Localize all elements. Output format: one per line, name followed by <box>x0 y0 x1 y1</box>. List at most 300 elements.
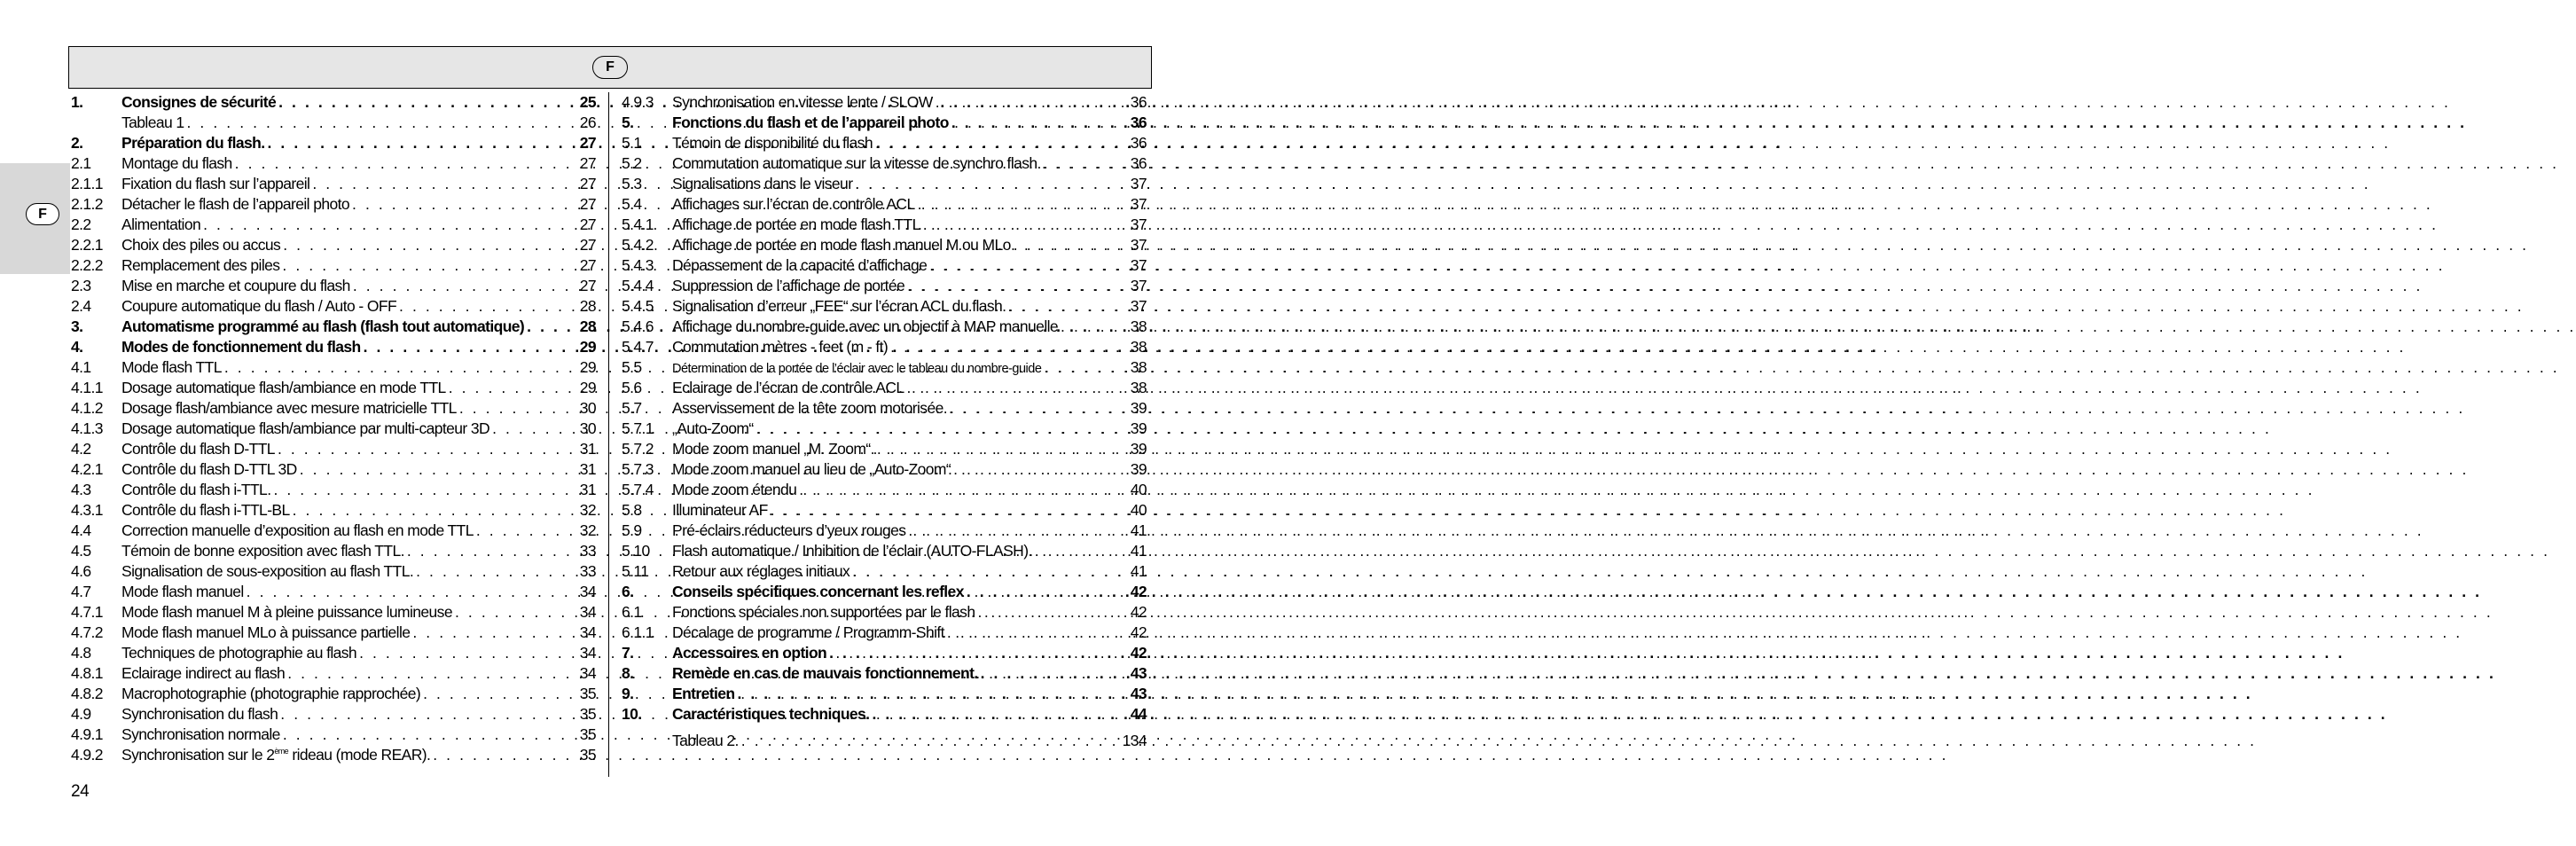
toc-entry-page: 36 <box>1130 134 1147 152</box>
toc-dot-leader <box>287 663 577 684</box>
toc-entry-number: 5.8 <box>622 501 642 519</box>
toc-dot-leader <box>908 521 1127 541</box>
toc-entry[interactable] <box>622 174 1147 194</box>
toc-entry-page: 37 <box>1130 236 1147 254</box>
toc-entry-page: 37 <box>1130 277 1147 294</box>
toc-entry-title: „Auto-Zoom“ <box>672 419 754 437</box>
toc-entry[interactable] <box>71 684 596 704</box>
toc-dot-leader <box>423 684 577 704</box>
toc-dot-leader <box>492 419 577 439</box>
toc-entry-page: 38 <box>1130 358 1147 376</box>
toc-dot-leader <box>267 133 576 153</box>
toc-entry[interactable] <box>71 704 596 725</box>
toc-entry-page: 39 <box>1130 460 1147 478</box>
toc-entry-number: 6. <box>622 583 634 600</box>
toc-dot-leader <box>312 174 576 194</box>
toc-entry-page: 36 <box>1130 154 1147 172</box>
toc-entry-title: Mode flash manuel M à pleine puissance lumineuse <box>121 603 452 621</box>
toc-dot-leader <box>235 153 577 174</box>
toc-dot-leader <box>353 276 577 296</box>
toc-entry-number: 4.9 <box>71 705 91 723</box>
toc-dot-leader <box>412 623 576 643</box>
toc-entry-number: 9. <box>622 685 634 702</box>
toc-entry-page: 36 <box>1130 93 1147 111</box>
toc-entry[interactable] <box>71 215 596 235</box>
toc-entry[interactable] <box>71 561 596 582</box>
toc-entry-number: 4.3.1 <box>71 501 103 519</box>
toc-entry-number: 2.1 <box>71 154 91 172</box>
toc-dot-leader <box>1035 541 1128 561</box>
toc-entry-number: 4.3 <box>71 481 91 498</box>
toc-dot-leader <box>1061 317 1128 337</box>
toc-dot-leader <box>929 255 1128 276</box>
toc-entry-page: 43 <box>1130 664 1147 682</box>
toc-dot-leader <box>1044 153 1128 174</box>
toc-entry[interactable] <box>622 357 1147 378</box>
toc-entry-number: 4.7.2 <box>71 623 103 641</box>
toc-entry[interactable] <box>622 521 1147 541</box>
toc-entry[interactable] <box>71 113 596 133</box>
toc-entry-number: 5.7.3 <box>622 460 654 478</box>
toc-dot-leader <box>455 602 577 623</box>
toc-entry[interactable] <box>71 276 596 296</box>
toc-entry-number: 5.6 <box>622 379 642 396</box>
toc-entry[interactable] <box>622 459 1147 480</box>
toc-entry-page: 27 <box>579 195 596 213</box>
toc-entry-number: 4.7.1 <box>71 603 103 621</box>
toc-entry-title: Conseils spécifiques concernant les reflex <box>672 583 964 600</box>
toc-dot-leader <box>278 439 577 459</box>
toc-entry-number: 2.2.2 <box>71 256 103 274</box>
toc-entry-title: Illuminateur AF <box>672 501 768 519</box>
toc-entry[interactable] <box>71 174 596 194</box>
toc-dot-leader <box>283 725 577 745</box>
toc-entry-title: Affichage de portée en mode flash TTL <box>672 215 920 233</box>
toc-entry-number: 2.1.2 <box>71 195 103 213</box>
toc-entry-title-part: Synchronisation sur le 2 <box>121 746 275 764</box>
toc-entry-title: Détacher le flash de l’appareil photo <box>121 195 350 213</box>
toc-entry-number: 5. <box>622 114 634 131</box>
toc-entry-title: Coupure automatique du flash / Auto - OFF <box>121 297 397 315</box>
toc-entry-page: 42 <box>1130 583 1147 600</box>
toc-dot-leader <box>293 500 577 521</box>
toc-entry-number: 5.4.2 <box>622 236 654 254</box>
toc-entry-number: 3. <box>71 317 83 335</box>
toc-entry-title: Dosage automatique flash/ambiance en mode TTL <box>121 379 446 396</box>
toc-dot-leader <box>459 398 577 419</box>
toc-entry-number: 5.7.2 <box>622 440 654 458</box>
toc-entry[interactable] <box>71 663 596 684</box>
toc-entry-page: 31 <box>579 440 596 458</box>
toc-entry-page: 40 <box>1130 501 1147 519</box>
toc-entry-title: Affichage de portée en mode flash manuel M ou MLo <box>672 236 1011 254</box>
toc-entry[interactable] <box>622 602 1147 623</box>
toc-entry-title: Contrôle du flash i-TTL. <box>121 481 271 498</box>
toc-entry[interactable] <box>622 419 1147 439</box>
toc-entry-number: 1. <box>71 93 83 111</box>
toc-entry-title: Asservissement de la tête zoom motorisée. <box>672 399 947 417</box>
toc-entry-title: Contrôle du flash i-TTL-BL <box>121 501 290 519</box>
toc-entry-page: 34 <box>579 583 596 600</box>
toc-entry[interactable] <box>71 419 596 439</box>
toc-entry[interactable] <box>71 235 596 255</box>
toc-entry[interactable] <box>71 296 596 317</box>
toc-dot-leader <box>953 459 1128 480</box>
toc-dot-leader <box>1044 357 1127 378</box>
toc-dot-leader <box>872 704 1127 725</box>
toc-entry-title: Dosage flash/ambiance avec mesure matricielle TTL <box>121 399 457 417</box>
toc-entry-title: Eclairage de l’écran de contrôle ACL <box>672 379 904 396</box>
toc-entry[interactable] <box>622 541 1147 561</box>
toc-entry-title: Eclairage indirect au flash <box>121 664 286 682</box>
toc-entry-title: Suppression de l’affichage de portée <box>672 277 905 294</box>
toc-entry-title: Affichages sur l’écran de contrôle ACL <box>672 195 915 213</box>
toc-entry-page: 27 <box>579 236 596 254</box>
toc-entry-title: Remplacement des piles <box>121 256 280 274</box>
toc-dot-leader <box>352 194 577 215</box>
toc-entry-title: Mode flash TTL <box>121 358 222 376</box>
toc-entry-title: Synchronisation normale <box>121 725 280 743</box>
toc-entry-title: Contrôle du flash D-TTL 3D <box>121 460 297 478</box>
toc-entry[interactable] <box>622 194 1147 215</box>
toc-entry[interactable] <box>622 255 1147 276</box>
toc-entry-page: 33 <box>579 562 596 580</box>
toc-entry-title: Tableau 1 <box>121 114 184 131</box>
toc-entry-title: Mode zoom étendu <box>672 481 797 498</box>
toc-entry[interactable] <box>71 337 596 357</box>
toc-entry[interactable] <box>71 92 596 113</box>
toc-entry-title: Fonctions du flash et de l’appareil photo <box>672 114 949 131</box>
toc-entry-title: Mode zoom manuel au lieu de „Auto-Zoom“ <box>672 460 951 478</box>
toc-entry-number: 4.4 <box>71 521 91 539</box>
toc-entry-title: Remède en cas de mauvais fonctionnement. <box>672 664 978 682</box>
toc-entry-title: Flash automatique / Inhibition de l’éclair (AUTO-FLASH). <box>672 542 1032 560</box>
toc-entry-number: 2. <box>71 134 83 152</box>
toc-entry-page: 34 <box>579 644 596 662</box>
toc-entry-number: 2.1.1 <box>71 175 103 192</box>
toc-right-column <box>622 92 1147 751</box>
toc-entry-number: 5.4.1 <box>622 215 654 233</box>
toc-entry-page: 41 <box>1130 542 1147 560</box>
toc-dot-leader <box>947 623 1128 643</box>
toc-entry[interactable] <box>622 704 1147 725</box>
toc-entry[interactable] <box>622 684 1147 704</box>
toc-entry-title: Affichage du nombre-guide avec un objectif à MAP manuelle <box>672 317 1059 335</box>
toc-entry[interactable] <box>71 582 596 602</box>
toc-entry[interactable] <box>71 643 596 663</box>
toc-entry-number: 4.6 <box>71 562 91 580</box>
toc-entry-title: Témoin de disponibilité du flash <box>672 134 873 152</box>
toc-dot-leader <box>1014 235 1128 255</box>
toc-entry-number: 5.4.3 <box>622 256 654 274</box>
toc-entry-page: 39 <box>1130 419 1147 437</box>
toc-dot-leader <box>399 296 577 317</box>
toc-entry-number: 2.3 <box>71 277 91 294</box>
toc-entry-page: 28 <box>579 297 596 315</box>
toc-entry-number: 4.1.2 <box>71 399 103 417</box>
toc-entry[interactable] <box>71 153 596 174</box>
toc-entry[interactable] <box>622 500 1147 521</box>
toc-entry[interactable] <box>622 663 1147 684</box>
toc-entry[interactable] <box>622 296 1147 317</box>
toc-entry[interactable] <box>622 153 1147 174</box>
toc-dot-leader <box>877 439 1128 459</box>
toc-entry-number: 4.1.1 <box>71 379 103 396</box>
toc-entry[interactable] <box>71 378 596 398</box>
toc-entry-number: 4.2 <box>71 440 91 458</box>
toc-entry[interactable] <box>71 398 596 419</box>
toc-entry-number: 2.4 <box>71 297 91 315</box>
toc-dot-leader <box>280 704 576 725</box>
toc-dot-leader <box>527 317 577 337</box>
toc-entry-page: 31 <box>579 460 596 478</box>
toc-entry[interactable] <box>71 500 596 521</box>
toc-entry-number: 4.9.2 <box>71 746 103 764</box>
toc-entry[interactable] <box>71 725 596 745</box>
toc-dot-leader <box>936 92 1128 113</box>
page-number: 24 <box>71 782 90 801</box>
toc-entry-page: 44 <box>1130 705 1147 723</box>
toc-entry[interactable] <box>71 194 596 215</box>
toc-dot-leader <box>907 378 1128 398</box>
toc-dot-leader <box>1008 296 1127 317</box>
toc-entry-page: 32 <box>579 501 596 519</box>
toc-entry[interactable] <box>71 459 596 480</box>
toc-entry-page: 42 <box>1130 644 1147 662</box>
toc-entry-page: 35 <box>579 705 596 723</box>
toc-entry-page: 27 <box>579 154 596 172</box>
toc-entry[interactable] <box>71 133 596 153</box>
toc-entry[interactable] <box>622 317 1147 337</box>
toc-left-column <box>71 92 596 765</box>
toc-dot-leader <box>273 480 576 500</box>
toc-entry-title: Signalisation d’erreur „FEE“ sur l’écran ACL du flash. <box>672 297 1006 315</box>
toc-dot-leader <box>449 378 577 398</box>
toc-entry-number: 5.10 <box>622 542 650 560</box>
toc-entry-page: 42 <box>1130 603 1147 621</box>
toc-entry-title: Mode zoom manuel „M. Zoom“. <box>672 440 874 458</box>
toc-entry-page: 27 <box>579 256 596 274</box>
toc-entry-page: 42 <box>1130 623 1147 641</box>
toc-entry-page: 32 <box>579 521 596 539</box>
toc-dot-leader <box>852 561 1128 582</box>
toc-entry[interactable] <box>71 745 596 765</box>
toc-entry-page: 34 <box>579 603 596 621</box>
toc-entry[interactable] <box>622 113 1147 133</box>
toc-entry[interactable] <box>622 337 1147 357</box>
toc-entry-page: 27 <box>579 215 596 233</box>
toc-entry-number: 4.1 <box>71 358 91 376</box>
toc-entry-page: 30 <box>579 419 596 437</box>
toc-entry-title: Mise en marche et coupure du flash <box>121 277 350 294</box>
toc-entry-page: 41 <box>1130 562 1147 580</box>
toc-entry[interactable] <box>622 623 1147 643</box>
toc-entry-number: 7. <box>622 644 634 662</box>
toc-entry-title: Fonctions spéciales non supportées par le flash <box>672 603 975 621</box>
toc-entry-number: 5.7 <box>622 399 642 417</box>
toc-entry[interactable] <box>622 561 1147 582</box>
toc-entry[interactable] <box>622 378 1147 398</box>
toc-entry-page: 27 <box>579 277 596 294</box>
toc-entry-title: Contrôle du flash D-TTL <box>121 440 275 458</box>
toc-entry-page: 34 <box>579 664 596 682</box>
toc-entry[interactable] <box>71 255 596 276</box>
toc-dot-leader <box>951 113 1128 133</box>
toc-entry[interactable] <box>71 439 596 459</box>
toc-entry[interactable] <box>622 731 1147 751</box>
toc-dot-leader <box>283 235 577 255</box>
toc-entry-number: 4.8.2 <box>71 685 103 702</box>
toc-entry-page: 37 <box>1130 297 1147 315</box>
toc-entry-title: Tableau 2. <box>672 732 739 749</box>
toc-entry-page: 33 <box>579 542 596 560</box>
toc-dot-leader <box>737 684 1127 704</box>
toc-entry-page: 27 <box>579 134 596 152</box>
toc-entry-page: 41 <box>1130 521 1147 539</box>
toc-entry[interactable] <box>622 643 1147 663</box>
toc-entry-page: 28 <box>579 317 596 335</box>
toc-entry-number: 5.1 <box>622 134 642 152</box>
toc-dot-leader <box>967 582 1128 602</box>
toc-entry-number: 4.9.3 <box>622 93 654 111</box>
toc-entry-number: 4.8 <box>71 644 91 662</box>
toc-entry[interactable] <box>622 133 1147 153</box>
toc-entry-title-superscript: ème <box>274 747 289 756</box>
toc-entry-number: 5.4.4 <box>622 277 654 294</box>
toc-dot-leader <box>950 398 1128 419</box>
toc-dot-leader <box>359 643 577 663</box>
toc-entry-title: Décalage de programme / Programm-Shift <box>672 623 944 641</box>
toc-entry-title: Choix des piles ou accus <box>121 236 281 254</box>
toc-entry-page: 29 <box>579 358 596 376</box>
toc-entry-page: 38 <box>1130 379 1147 396</box>
toc-entry[interactable] <box>622 398 1147 419</box>
toc-entry-number: 5.4.7 <box>622 338 654 356</box>
toc-entry-number: 5.3 <box>622 175 642 192</box>
toc-dot-leader <box>855 174 1127 194</box>
toc-entry-page: 39 <box>1130 399 1147 417</box>
toc-entry-number: 4.1.3 <box>71 419 103 437</box>
toc-entry[interactable] <box>71 521 596 541</box>
toc-entry[interactable] <box>71 602 596 623</box>
toc-entry[interactable] <box>622 582 1147 602</box>
toc-dot-leader <box>187 113 577 133</box>
toc-entry-title: Signalisation de sous-exposition au flash TTL. <box>121 562 414 580</box>
toc-dot-leader <box>829 643 1128 663</box>
toc-entry-title: Commutation automatique sur la vitesse de synchro flash. <box>672 154 1041 172</box>
toc-entry-page: 27 <box>579 175 596 192</box>
toc-entry-page: 43 <box>1130 685 1147 702</box>
toc-entry-title: Synchronisation du flash <box>121 705 278 723</box>
toc-entry-title-part: rideau (mode REAR). <box>288 746 431 764</box>
toc-entry[interactable] <box>622 235 1147 255</box>
toc-entry-title: Automatisme programmé au flash (flash tout automatique) <box>121 317 525 335</box>
toc-entry-number: 5.5 <box>622 358 642 376</box>
toc-entry[interactable] <box>622 215 1147 235</box>
toc-entry-page: 35 <box>579 725 596 743</box>
toc-entry-number: 4.9.1 <box>71 725 103 743</box>
toc-entry-page: 37 <box>1130 175 1147 192</box>
toc-entry-title: Consignes de sécurité <box>121 93 277 111</box>
toc-entry[interactable] <box>71 480 596 500</box>
toc-entry[interactable] <box>71 317 596 337</box>
toc-entry-page: 36 <box>1130 114 1147 131</box>
toc-entry[interactable] <box>71 357 596 378</box>
toc-entry[interactable] <box>71 623 596 643</box>
toc-entry-title: Techniques de photographie au flash <box>121 644 357 662</box>
toc-entry-title: Correction manuelle d’exposition au flash en mode TTL <box>121 521 474 539</box>
toc-entry-number: 5.4.6 <box>622 317 654 335</box>
toc-dot-leader <box>756 419 1128 439</box>
toc-entry[interactable] <box>622 92 1147 113</box>
toc-dot-leader <box>771 500 1128 521</box>
toc-entry-page: 34 <box>579 623 596 641</box>
toc-entry-page: 29 <box>579 338 596 356</box>
toc-entry-page: 35 <box>579 746 596 764</box>
toc-entry-page: 37 <box>1130 256 1147 274</box>
toc-dot-leader <box>278 92 577 113</box>
toc-entry-title: Alimentation <box>121 215 201 233</box>
toc-entry-number: 4.7 <box>71 583 91 600</box>
toc-dot-leader <box>741 731 1120 751</box>
toc-dot-leader <box>364 337 577 357</box>
toc-entry-title: Retour aux réglages initiaux <box>672 562 850 580</box>
toc-entry-title: Dosage automatique flash/ambiance par multi-capteur 3D <box>121 419 490 437</box>
toc-entry-number: 5.4.5 <box>622 297 654 315</box>
toc-dot-leader <box>416 561 577 582</box>
toc-entry-title: Mode flash manuel <box>121 583 244 600</box>
toc-entry-page: 37 <box>1130 215 1147 233</box>
toc-entry-title: Pré-éclairs réducteurs d’yeux rouges <box>672 521 906 539</box>
toc-entry-number: 5.4 <box>622 195 642 213</box>
toc-entry-number: 4. <box>71 338 83 356</box>
toc-entry-page: 26 <box>579 114 596 131</box>
toc-entry-number: 8. <box>622 664 634 682</box>
toc-entry-page: 31 <box>579 481 596 498</box>
toc-dot-leader <box>799 480 1128 500</box>
toc-dot-leader <box>918 194 1128 215</box>
toc-entry-number: 6.1 <box>622 603 642 621</box>
toc-entry[interactable] <box>622 439 1147 459</box>
toc-entry[interactable] <box>71 541 596 561</box>
toc-entry-title: Témoin de bonne exposition avec flash TTL. <box>121 542 404 560</box>
side-language-badge: F <box>26 203 59 225</box>
toc-entry-page: 38 <box>1130 338 1147 356</box>
toc-entry-number: 5.7.1 <box>622 419 654 437</box>
toc-entry-title: Montage du flash <box>121 154 232 172</box>
toc-entry-number: 2.2.1 <box>71 236 103 254</box>
toc-entry-page: 38 <box>1130 317 1147 335</box>
toc-dot-leader <box>247 582 577 602</box>
toc-entry-number: 6.1.1 <box>622 623 654 641</box>
toc-entry-page: 25 <box>579 93 596 111</box>
toc-entry-title: Dépassement de la capacité d’affichage <box>672 256 928 274</box>
toc-entry-number: 2.2 <box>71 215 91 233</box>
toc-entry-title: Commutation mètres - feet (m - ft) <box>672 338 889 356</box>
toc-entry-title: Caractéristiques techniques. <box>672 705 870 723</box>
toc-entry[interactable] <box>622 480 1147 500</box>
toc-dot-leader <box>981 663 1128 684</box>
toc-entry-title: Accessoires en option <box>672 644 827 662</box>
toc-dot-leader <box>875 133 1128 153</box>
toc-dot-leader <box>433 745 576 765</box>
toc-entry[interactable] <box>622 276 1147 296</box>
toc-entry-title <box>121 745 430 765</box>
toc-dot-leader <box>923 215 1128 235</box>
toc-entry-page: 40 <box>1130 481 1147 498</box>
toc-dot-leader <box>407 541 577 561</box>
toc-entry-title: Préparation du flash. <box>121 134 265 152</box>
